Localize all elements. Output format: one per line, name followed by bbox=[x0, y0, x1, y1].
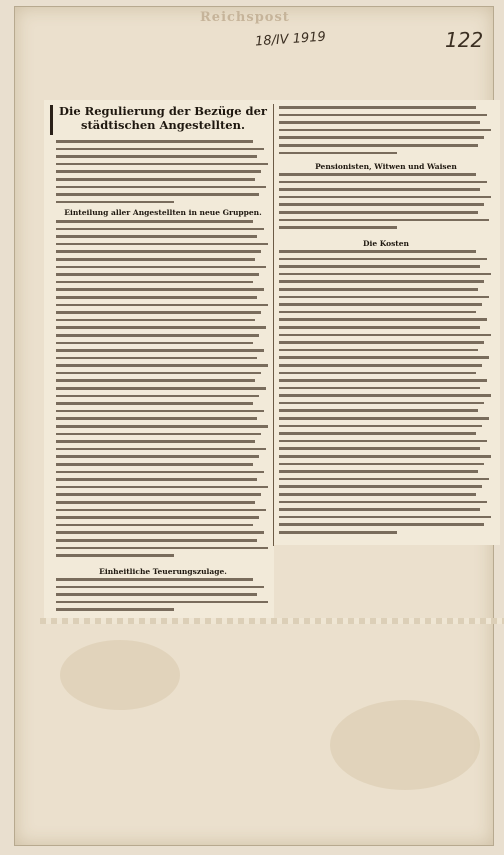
text-line bbox=[279, 280, 484, 283]
subhead-groups: Einteilung aller Angestellten in neue Gruppen. bbox=[64, 208, 262, 217]
text-line bbox=[56, 387, 266, 390]
text-line bbox=[279, 455, 491, 458]
text-line bbox=[56, 593, 257, 596]
text-line bbox=[279, 136, 484, 139]
text-line bbox=[56, 402, 253, 405]
text-line bbox=[56, 193, 259, 196]
text-line bbox=[279, 387, 480, 390]
text-line bbox=[279, 364, 482, 367]
text-line bbox=[56, 425, 268, 428]
text-line bbox=[279, 409, 478, 412]
text-line bbox=[279, 440, 487, 443]
text-line bbox=[56, 243, 268, 246]
text-line bbox=[56, 455, 259, 458]
text-line bbox=[56, 501, 255, 504]
text-line bbox=[279, 341, 484, 344]
text-line bbox=[279, 417, 489, 420]
text-line bbox=[56, 516, 259, 519]
text-line bbox=[279, 114, 487, 117]
subhead-costs: Die Kosten bbox=[362, 239, 409, 248]
text-line bbox=[279, 425, 482, 428]
text-line bbox=[279, 203, 484, 206]
text-line bbox=[56, 417, 257, 420]
right-text-block-pensions bbox=[279, 173, 493, 234]
text-line bbox=[56, 554, 174, 557]
text-line bbox=[56, 334, 259, 337]
text-line bbox=[56, 178, 255, 181]
text-line bbox=[56, 163, 268, 166]
subhead-pensions: Pensionisten, Witwen und Waisen bbox=[315, 162, 457, 171]
text-line bbox=[279, 258, 487, 261]
left-text-block-groups bbox=[56, 220, 270, 562]
text-line bbox=[279, 181, 487, 184]
text-line bbox=[279, 356, 489, 359]
text-line bbox=[56, 509, 266, 512]
text-line bbox=[279, 478, 489, 481]
text-line bbox=[56, 220, 253, 223]
text-line bbox=[56, 448, 266, 451]
handwritten-date: 18/IV 1919 bbox=[254, 29, 327, 50]
text-line bbox=[56, 273, 259, 276]
text-line bbox=[56, 296, 257, 299]
handwritten-number: 122 bbox=[445, 28, 484, 52]
text-line bbox=[56, 250, 261, 253]
text-line bbox=[56, 228, 264, 231]
masthead-stamp: Reichspost bbox=[200, 10, 290, 25]
text-line bbox=[279, 288, 478, 291]
text-line bbox=[56, 410, 264, 413]
text-line bbox=[279, 349, 478, 352]
text-line bbox=[279, 485, 482, 488]
headline-rule bbox=[50, 105, 53, 135]
text-line bbox=[56, 486, 268, 489]
text-line bbox=[279, 326, 480, 329]
text-line bbox=[56, 288, 264, 291]
text-line bbox=[279, 296, 489, 299]
text-line bbox=[56, 395, 259, 398]
text-line bbox=[56, 258, 255, 261]
text-line bbox=[279, 144, 478, 147]
paper-stain bbox=[330, 700, 480, 790]
text-line bbox=[279, 394, 491, 397]
text-line bbox=[279, 379, 487, 382]
text-line bbox=[279, 470, 478, 473]
article-headline: Die Regulierung der Bezüge der städtischen Angestellten. bbox=[59, 104, 267, 132]
text-line bbox=[56, 186, 266, 189]
text-line bbox=[56, 281, 253, 284]
text-line bbox=[279, 508, 480, 511]
text-line bbox=[56, 319, 255, 322]
paper-stain bbox=[60, 640, 180, 710]
text-line bbox=[279, 173, 476, 176]
text-line bbox=[279, 402, 484, 405]
text-line bbox=[56, 601, 268, 604]
left-text-block-intro bbox=[56, 140, 270, 208]
text-line bbox=[56, 311, 261, 314]
text-line bbox=[279, 129, 491, 132]
text-line bbox=[56, 201, 174, 204]
text-line bbox=[56, 547, 268, 550]
text-line bbox=[56, 372, 261, 375]
text-line bbox=[279, 219, 489, 222]
text-line bbox=[279, 188, 480, 191]
text-line bbox=[279, 447, 480, 450]
right-text-block-costs bbox=[279, 250, 493, 539]
text-line bbox=[279, 152, 397, 155]
text-line bbox=[56, 539, 257, 542]
text-line bbox=[56, 531, 264, 534]
text-line bbox=[279, 211, 478, 214]
text-line bbox=[56, 524, 253, 527]
text-line bbox=[56, 304, 268, 307]
text-line bbox=[56, 326, 266, 329]
text-line bbox=[279, 265, 480, 268]
text-line bbox=[279, 311, 476, 314]
column-divider bbox=[273, 104, 274, 546]
text-line bbox=[56, 471, 264, 474]
text-line bbox=[56, 578, 253, 581]
text-line bbox=[279, 523, 484, 526]
torn-edge bbox=[40, 618, 504, 624]
text-line bbox=[56, 140, 253, 143]
text-line bbox=[279, 250, 476, 253]
text-line bbox=[279, 334, 491, 337]
text-line bbox=[279, 501, 487, 504]
text-line bbox=[56, 364, 268, 367]
text-line bbox=[279, 303, 482, 306]
text-line bbox=[56, 586, 264, 589]
text-line bbox=[279, 273, 491, 276]
text-line bbox=[279, 121, 480, 124]
text-line bbox=[56, 235, 257, 238]
text-line bbox=[56, 170, 261, 173]
text-line bbox=[56, 463, 253, 466]
text-line bbox=[56, 478, 257, 481]
text-line bbox=[279, 493, 476, 496]
text-line bbox=[56, 440, 255, 443]
text-line bbox=[56, 357, 257, 360]
text-line bbox=[279, 226, 397, 229]
left-text-block-allowance bbox=[56, 578, 270, 616]
text-line bbox=[279, 106, 476, 109]
text-line bbox=[56, 155, 257, 158]
text-line bbox=[56, 266, 266, 269]
text-line bbox=[56, 148, 264, 151]
text-line bbox=[279, 196, 491, 199]
text-line bbox=[56, 379, 255, 382]
text-line bbox=[56, 433, 261, 436]
text-line bbox=[56, 608, 174, 611]
right-text-block-top bbox=[279, 106, 493, 159]
text-line bbox=[279, 372, 476, 375]
subhead-allowance: Einheitliche Teuerungszulage. bbox=[99, 567, 227, 576]
text-line bbox=[279, 432, 476, 435]
text-line bbox=[279, 531, 397, 534]
text-line bbox=[279, 318, 487, 321]
text-line bbox=[56, 349, 264, 352]
text-line bbox=[56, 493, 261, 496]
text-line bbox=[56, 342, 253, 345]
text-line bbox=[279, 463, 484, 466]
text-line bbox=[279, 516, 491, 519]
